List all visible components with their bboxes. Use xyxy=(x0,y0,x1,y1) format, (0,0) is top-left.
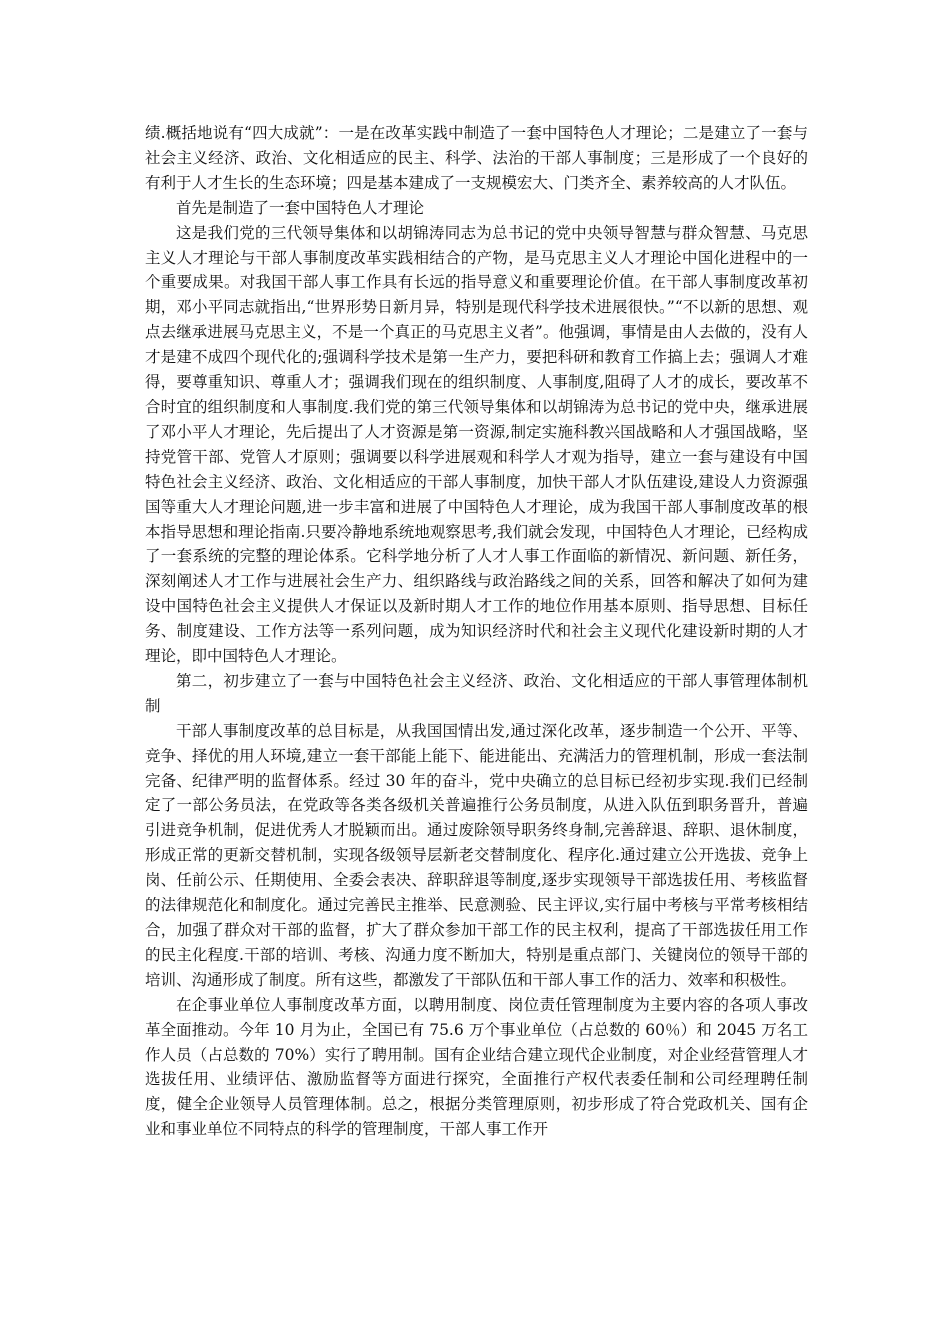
paragraph-2: 这是我们党的三代领导集体和以胡锦涛同志为总书记的党中央领导智慧与群众智慧、马克思主义人才理论与干部人事制度改革实践相结合的产物，是马克思主义人才理论中国化进程中的一个重要成果。对我国干部人事工作具有长远的指导意义和重要理论价值。在干部人事制度改革初期，邓小平同志就指出,“世界形势日新月异，特别是现代科学技术进展很快。”“不以新的思想、观点去继承进展马克思主义，不是一个真正的马克思主义者”。他强调，事情是由人去做的，没有人才是建不成四个现代化的;强调科学技术是第一生产力，要把科研和教育工作搞上去；强调人才难得，要尊重知识、尊重人才；强调我们现在的组织制度、人事制度,阻碍了人才的成长，要改革不合时宜的组织制度和人事制度.我们党的第三代领导集体和以胡锦涛为总书记的党中央，继承进展了邓小平人才理论，先后提出了人才资源是第一资源,制定实施科教兴国战略和人才强国战略，坚持党管干部、党管人才原则；强调要以科学进展观和科学人才观为指导，建立一套与建设有中国特色社会主义经济、政治、文化相适应的干部人事制度，加快干部人才队伍建设,建设人力资源强国等重大人才理论问题,进一步丰富和进展了中国特色人才理论，成为我国干部人事制度改革的根本指导思想和理论指南.只要冷静地系统地观察思考,我们就会发现，中国特色人才理论，已经构成了一套系统的完整的理论体系。它科学地分析了人才人事工作面临的新情况、新问题、新任务，深刻阐述人才工作与进展社会生产力、组织路线与政治路线之间的关系，回答和解决了如何为建设中国特色社会主义提供人才保证以及新时期人才工作的地位作用基本原则、指导思想、目标任务、制度建设、工作方法等一系列问题，成为知识经济时代和社会主义现代化建设新时期的人才理论，即中国特色人才理论。 xyxy=(145,223,808,666)
paragraph-1: 绩.概括地说有“四大成就”：一是在改革实践中制造了一套中国特色人才理论；二是建立了一套与社会主义经济、政治、文化相适应的民主、科学、法治的干部人事制度；三是形成了一个良好的有利于人才生长的生态环境；四是基本建成了一支规模宏大、门类齐全、素养较高的人才队伍。 xyxy=(145,124,808,192)
section-heading-2: 第二，初步建立了一套与中国特色社会主义经济、政治、文化相适应的干部人事管理体制机制 xyxy=(145,671,808,715)
paragraph-3: 干部人事制度改革的总目标是，从我国国情出发,通过深化改革，逐步制造一个公开、平等、竞争、择优的用人环境,建立一套干部能上能下、能进能出、充满活力的管理机制，形成一套法制完备、纪律严明的监督体系。经过 30 年的奋斗，党中央确立的总目标已经初步实现.我们已经制定了一部公务员法，在党政等各类各级机关普遍推行公务员制度，从进入队伍到职务晋升，普遍引进竞争机制，促进优秀人才脱颖而出。通过废除领导职务终身制,完善辞退、辞职、退休制度，形成正常的更新交替机制，实现各级领导层新老交替制度化、程序化.通过建立公开选拔、竞争上岗、任前公示、任期使用、全委会表决、辞职辞退等制度,逐步实现领导干部选拔任用、考核监督的法律规范化和制度化。通过完善民主推举、民意测验、民主评议,实行届中考核与平常考核相结合，加强了群众对干部的监督，扩大了群众参加干部工作的民主权利，提高了干部选拔任用工作的民主化程度.干部的培训、考核、沟通力度不断加大，特别是重点部门、关键岗位的领导干部的培训、沟通形成了制度。所有这些，都激发了干部队伍和干部人事工作的活力、效率和积极性。 xyxy=(145,721,808,989)
document-body xyxy=(145,121,808,1142)
paragraph-4: 在企事业单位人事制度改革方面，以聘用制度、岗位责任管理制度为主要内容的各项人事改革全面推动。今年 10 月为止，全国已有 75.6 万个事业单位（占总数的 60％）和 2045 万名工作人员（占总数的 70%）实行了聘用制。国有企业结合建立现代企业制度，对企业经营管理人才选拔任用、业绩评估、激励监督等方面进行探究，全面推行产权代表委任制和公司经理聘任制度，健全企业领导人员管理体制。总之，根据分类管理原则，初步形成了符合党政机关、国有企业和事业单位不同特点的科学的管理制度，干部人事工作开 xyxy=(145,995,808,1139)
section-heading-1: 首先是制造了一套中国特色人才理论 xyxy=(176,198,425,217)
